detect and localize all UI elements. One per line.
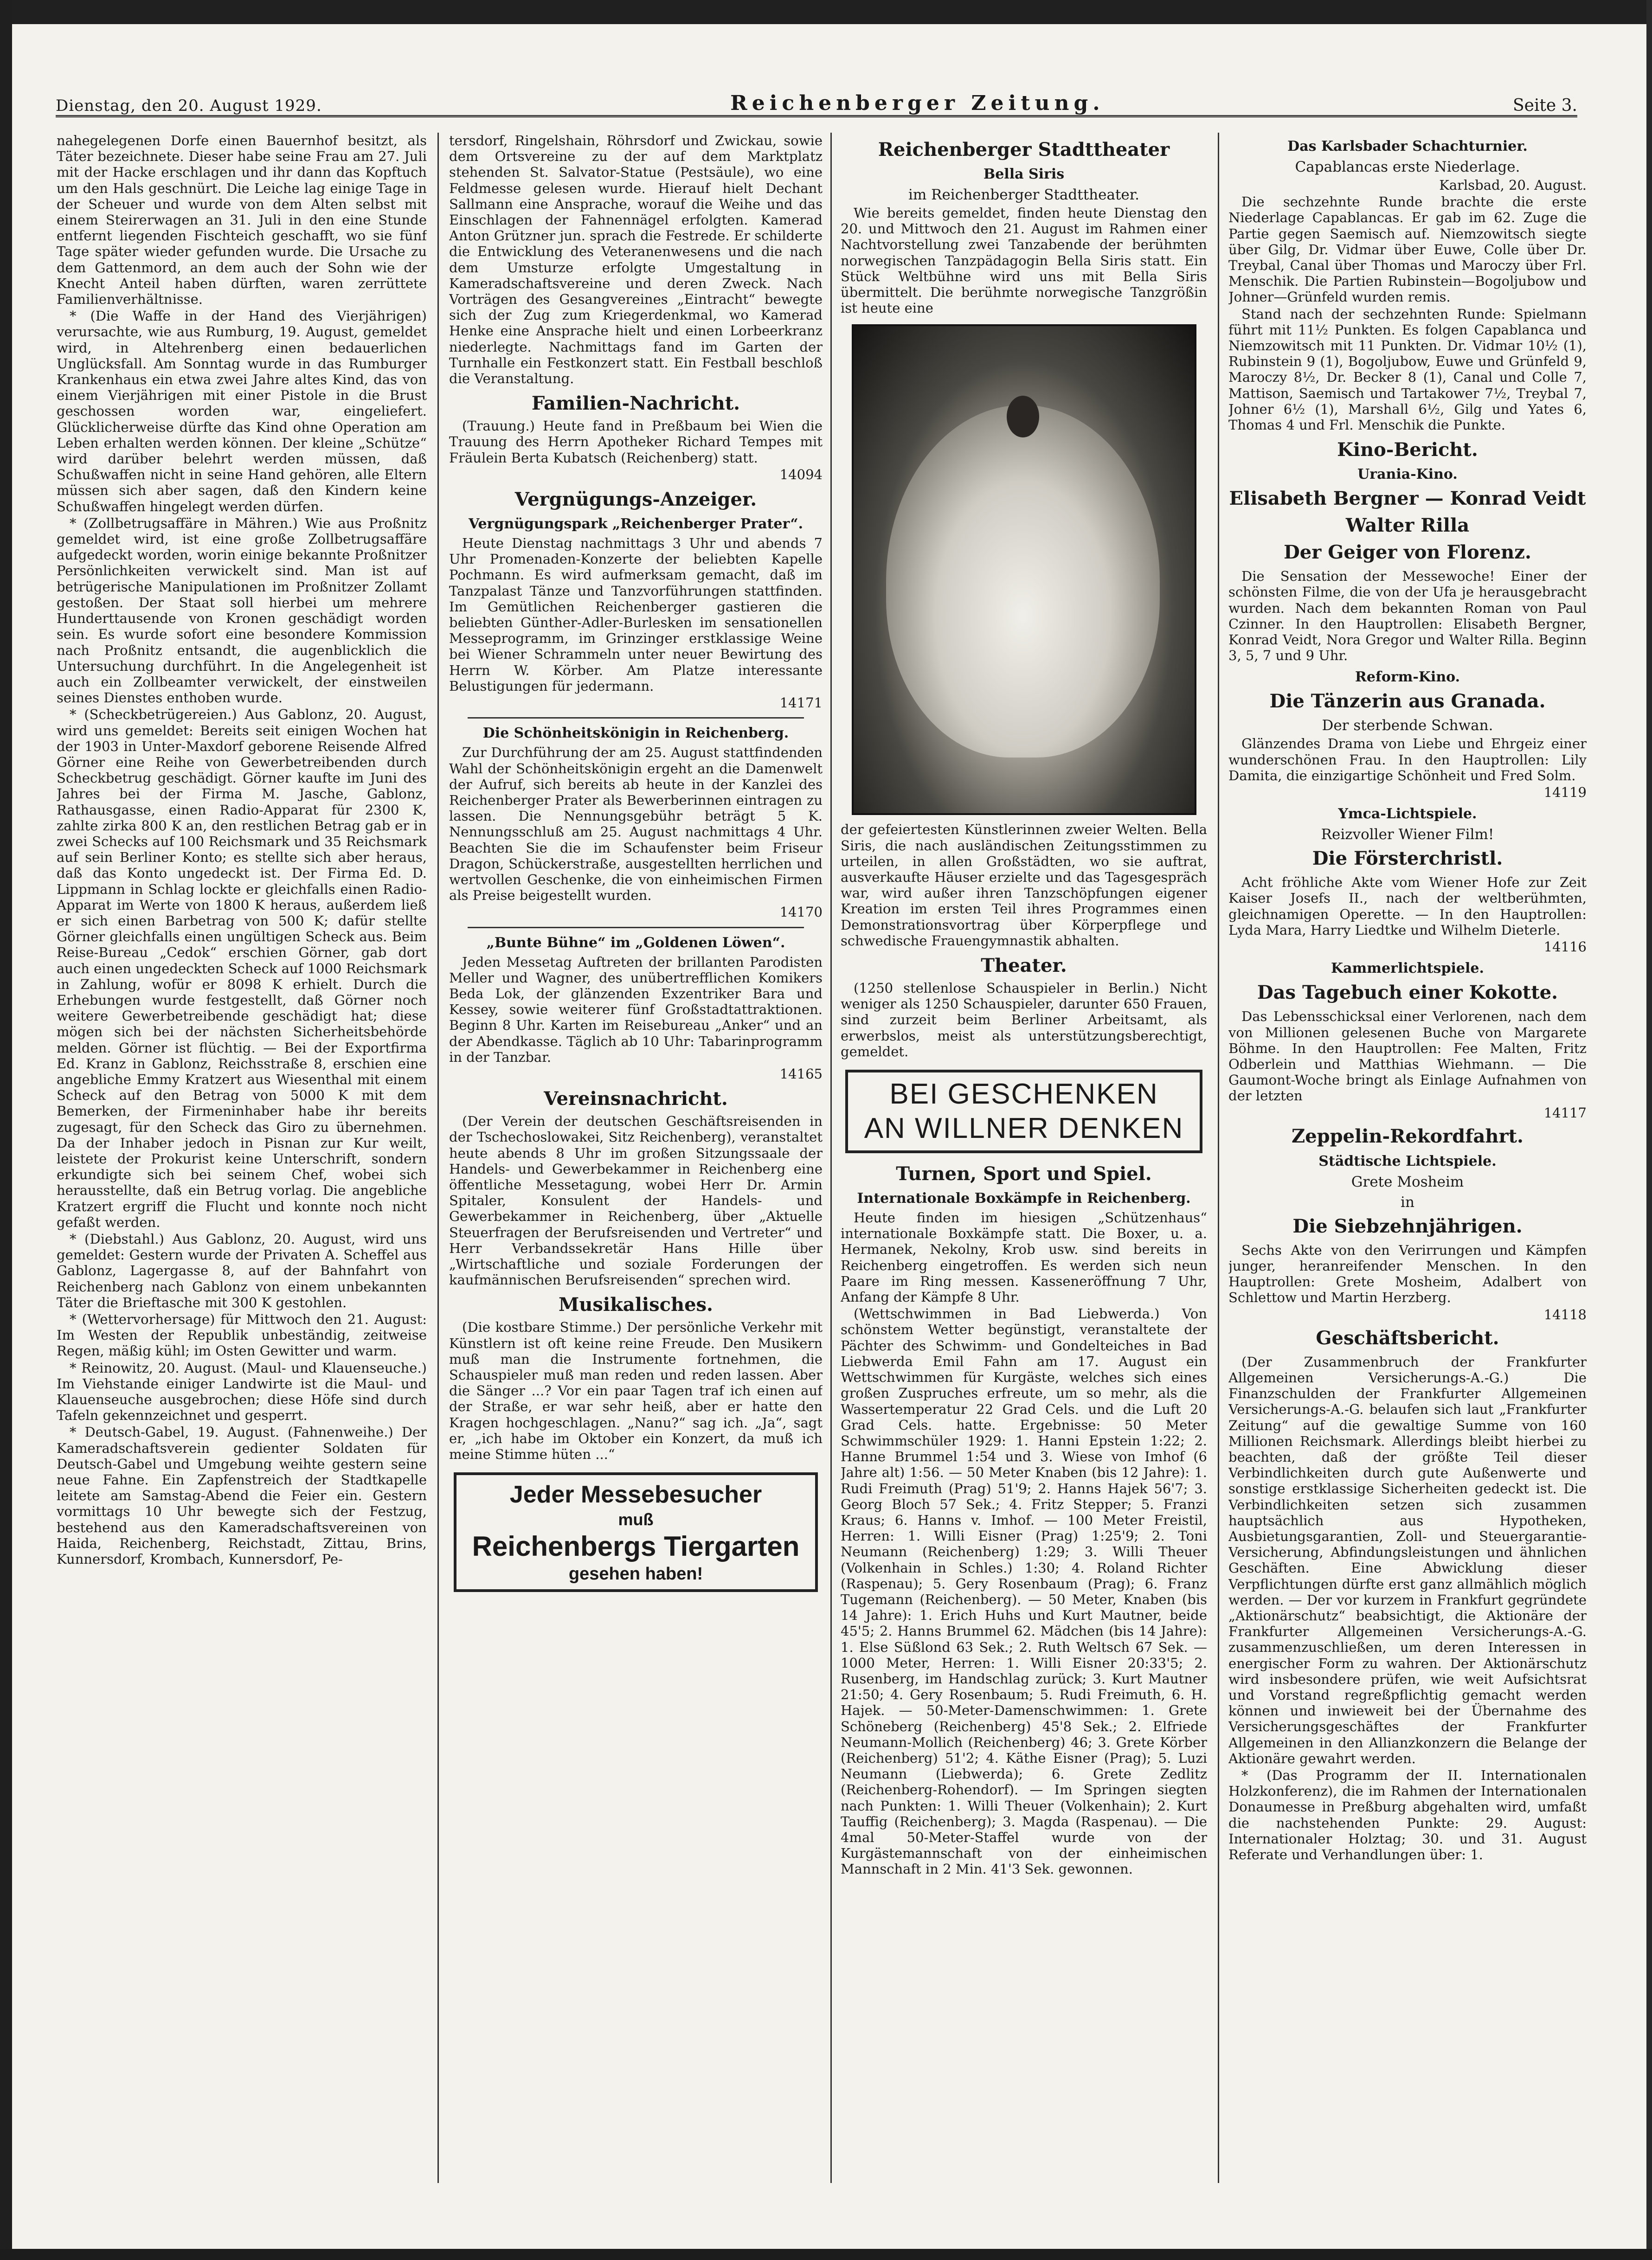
article-text: * Deutsch-Gabel, 19. August. (Fahnenweihe.) Der Kameradschaftsverein gedienter Soldaten für Deutsch-Gabel und Umgebung weihte gestern seine neue Fahne. Ein Zapfenstreich der Stadtkapelle leitete am Samstag-Abend die Feier ein. Gestern vormittags 10 Uhr bewegte sich der Festzug, bestehend aus den Kameradschaftsvereinen von Haida, Reichenberg, Reichstadt, Zittau, Brins, Kunnersdorf, Krombach, Kunnersdorf, Pe- [57, 1424, 427, 1567]
film-title: Das Tagebuch einer Kokotte. [1257, 982, 1558, 1004]
tiergarten-advertisement [454, 1472, 818, 1592]
section-heading: Das Karlsbader Schachturnier. [1287, 138, 1528, 154]
article-text: Glänzendes Drama von Liebe und Ehrgeiz einer wunderschönen Frau. In den Hauptrollen: Lily Damita, die einzigartige Schönheit und Fred Solm. [1228, 736, 1587, 783]
section-heading: Familien-Nachricht. [531, 392, 740, 415]
separator [468, 927, 804, 928]
connector-word: in [1401, 1194, 1414, 1211]
article-text: nahegelegenen Dorfe einen Bauernhof besitzt, als Täter bezeichnete. Dieser habe seine Frau am 27. Juli mit der Hacke erschlagen und ihr dann das Kopftuch um den Hals geschnürt. Die Leiche lag einige Tage in der Scheuer und wurde von dem Alten selbst mit einem Steirerwagen an 31. Juli in den eine Stunde entfernt liegenden Fischteich geschafft, wo sie fünf Tage später wieder gefunden wurde. Die Ursache zu dem Gattenmord, an dem auch der Sohn wie der Knecht Anteil haben dürften, waren zerrüttete Familienverhältnisse. [57, 133, 427, 308]
column-3 [841, 133, 1207, 2211]
article-text: Zur Durchführung der am 25. August stattfindenden Wahl der Schönheitskönigin ergeht an die Damenwelt der Aufruf, sich bereits ab heute in der Kanzlei des Reichenberger Prater als Bewerberinnen eintragen zu lassen. Die Nennungsgebühr beträgt 5 K. Nennungsschluß am 25. August nachmittags 4 Uhr. Beachten Sie die im Schaufenster beim Friseur Dragon, Schückerstraße, ausgestellten herrlichen und wertvollen Geschenke, die von einheimischen Firmen als Preise beigestellt wurden. [449, 745, 823, 904]
dancer-photo [852, 324, 1196, 815]
subsection-subheading: Der sterbende Schwan. [1322, 717, 1493, 734]
section-heading: Vereinsnachricht. [544, 1088, 728, 1110]
page-number: Seite 3. [1512, 96, 1577, 115]
column-rule [1218, 133, 1219, 2183]
article-text: tersdorf, Ringelshain, Röhrsdorf und Zwickau, sowie dem Ortsvereine zu der auf dem Marktplatz stehenden St. Salvator-Statue (Pestsäule), wo eine Feldmesse gelesen wurde. Hierauf hielt Dechant Sallmann eine Ansprache, worauf die Weihe und das Einschlagen der Fahnennägel erfolgten. Kamerad Anton Grützner jun. sprach die Festrede. Er schilderte die Entwicklung des Veteranenwesens und die nach dem Umsturze erfolgte Umgestaltung in Kameradschaftsvereine und deren Zweck. Nach Vorträgen des Gesangvereines „Eintracht“ bewegte sich der Zug zum Kriegerdenkmal, wo Kamerad Henke eine Ansprache hielt und einen Lorbeerkranz niederlegte. Nachmittags fand im Garten der Turnhalle ein Festkonzert statt. Ein Festball beschloß die Veranstaltung. [449, 133, 823, 387]
ad-line: AN WILLNER DENKEN [864, 1112, 1184, 1145]
ad-line: gesehen haben! [568, 1564, 703, 1584]
scan-edge-right [1646, 0, 1652, 2260]
article-text: (Der Zusammenbruch der Frankfurter Allgemeinen Versicherungs-A.-G.) Die Finanzschulden der Frankfurter Allgemeinen Versicherungs-A.-G. belaufen sich laut „Frankfurter Zeitung“ auf die gewaltige Summe von 160 Millionen Reichsmark. Allerdings bleibt hierbei zu beachten, daß der größte Teil dieser Verbindlichkeiten durch gute Außenwerte und sonstige erstklassige Sicherheiten gedeckt ist. Die Verbindlichkeiten setzen sich zusammen hauptsächlich aus Hypotheken, Ausbietungsgarantien, Zoll- und Steuergarantie-Versicherung, Abfindungsleistungen und ähnlichen Geschäften. Eine Abwicklung dieser Verpflichtungen dürfte erst ganz allmählich möglich werden. — Der vor kurzem in Frankfurt gegründete „Aktionärschutz“ beabsichtigt, die Aktionäre der Frankfurter Allgemeinen Versicherungs-A.-G. zusammenzuschließen, um deren Interessen in energischer Form zu wahren. Der Aktionärschutz wird insbesondere prüfen, wie weit Aufsichtsrat und Vorstand regreßpflichtig gemacht werden können und inwieweit bei der Übernahme des Versicherungsgeschäftes der Frankfurter Allgemeinen in den Allianzkonzern die Belange der Aktionäre gewahrt werden. [1228, 1354, 1587, 1766]
ad-number: 14116 [1543, 939, 1587, 955]
subsection-heading: Capablancas erste Niederlage. [1295, 159, 1520, 175]
article-text: Heute Dienstag nachmittags 3 Uhr und abends 7 Uhr Promenaden-Konzerte der beliebten Kapelle Pochmann. Es wird aufmerksam gemacht, daß im Tanzpalast Tänze und Tanzvorführungen stattfinden. Im Gemütlichen Reichenberger gastieren die beliebten Günther-Adler-Burlesken im sensationellen Messeprogramm, im Grinzinger erstklassige Weine bei Wiener Schrammeln unter neuer Bewirtung des Herrn W. Körber. Am Platze interessante Belustigungen für jedermann. [449, 535, 823, 694]
article-text: (1250 stellenlose Schauspieler in Berlin.) Nicht weniger als 1250 Schauspieler, darunter 650 Frauen, sind zurzeit beim Berliner Arbeitsamt, als erwerbslos, meist als unterstützungsberechtigt, gemeldet. [841, 980, 1207, 1059]
film-stars: Walter Rilla [1345, 514, 1470, 537]
scan-edge-left [0, 0, 12, 2260]
newspaper-title: Reichenberger Zeitung. [730, 91, 1105, 115]
subsection-heading: Kammerlichtspiele. [1331, 960, 1484, 977]
article-text: Die Sensation der Messewoche! Einer der schönsten Filme, die von der Ufa je herausgebracht wurden. Nach dem bekannten Roman von Paul Czinner. In den Hauptrollen: Elisabeth Bergner, Konrad Veidt, Nora Gregor und Walter Rilla. Beginn 3, 5, 7 und 9 Uhr. [1228, 568, 1587, 664]
article-text: Acht fröhliche Akte vom Wiener Hofe zur Zeit Kaiser Josefs II., nach der weltberühmten, gleichnamigen Operette. — In den Hauptrollen: Lyda Mara, Harry Liedtke und Wilhelm Dieterle. [1228, 874, 1587, 938]
film-title: Die Försterchristl. [1312, 848, 1503, 870]
column-4 [1228, 133, 1587, 2211]
article-text: * Reinowitz, 20. August. (Maul- und Klauenseuche.) Im Viehstande einiger Landwirte ist die Maul- und Klauenseuche ausgebrochen; diese Höfe sind durch Tafeln gekennzeichnet und gesperrt. [57, 1360, 427, 1424]
subsection-heading: Die Schönheitskönigin in Reichenberg. [482, 725, 789, 742]
film-stars: Elisabeth Bergner — Konrad Veidt [1229, 488, 1586, 510]
article-text: * (Scheckbetrügereien.) Aus Gablonz, 20. August, wird uns gemeldet: Bereits seit einigen Wochen hat der 1903 in Unter-Maxdorf geborene Reisende Alfred Görner eine Reihe von Gewerbetreibenden durch Scheckbetrug geschädigt. Görner kaufte im Juni des Jahres bei der Firma M. Jasche, Gablonz, Rathausgasse, einen Radio-Apparat für 2300 K, zahlte zirka 800 K an, den restlichen Betrag gab er in zwei Schecks auf 100 Reichsmark und 35 Reichsmark auf sein Berliner Konto; es stellte sich aber heraus, daß das Konto ungedeckt ist. Der Firma Ed. D. Lippmann in Schlag lockte er gleichfalls einen Radio-Apparat im Werte von 1800 K heraus, außerdem ließ er sich einen Barbetrag von 500 K; dafür stellte Görner gleichfalls einen ungültigen Scheck aus. Beim Reise-Bureau „Cedok“ erschien Görner, gab dort auch einen ungedeckten Scheck auf 1000 Reichsmark in Zahlung, wofür er 8098 K erhielt. Durch die Erhebungen wurde festgestellt, daß Görner noch weitere Gewerbetreibende geschädigt hat; diese mögen sich bei der nächsten Sicherheitsbehörde melden. Görner ist flüchtig. — Bei der Exportfirma Ed. Kranz in Gablonz, Reichsstraße 8, erschien eine angebliche Emmy Kratzert aus Wiesenthal mit einem Scheck auf den Betrag von 5000 K mit dem Bemerken, der Firmeninhaber habe ihr bereits zugesagt, für den Scheck das Giro zu übernehmen. Da der Inhaber jedoch in Pisnan zur Kur weilt, leistete der Prokurist keine Unterschrift, sondern erkundigte sich bei seinem Chef, wobei sich herausstellte, daß ein Betrug vorlag. Die angebliche Kratzert ergriff die Flucht und konnte noch nicht gefaßt werden. [57, 706, 427, 1230]
section-heading: Vergnügungs-Anzeiger. [514, 488, 757, 511]
film-title: Zeppelin-Rekordfahrt. [1292, 1125, 1523, 1147]
scan-edge-top [0, 0, 1652, 24]
column-rule [830, 133, 832, 2183]
film-star: Grete Mosheim [1351, 1173, 1464, 1190]
column-1 [57, 133, 427, 2211]
article-text: Stand nach der sechzehnten Runde: Spielmann führt mit 11½ Punkten. Es folgen Capablanca und Niemzowitsch mit 11 Punkten. Dr. Vidmar 10½ (1), Rubinstein 9 (1), Bogoljubow, Euwe und Grünfeld 9, Maroczy 8½, Dr. Becker 8 (1), Canal und Colle 7, Mattison, Saemisch und Tartakower 7½, Treybal 7, Johner 6½ (1), Marshall 6½, Gilg und Yates 6, Thomas 4 und Frl. Menschik die Punkte. [1228, 306, 1587, 433]
scan-edge-bottom [0, 2249, 1652, 2260]
article-text: Das Lebensschicksal einer Verlorenen, nach dem von Millionen gelesenen Buche von Margarete Böhme. In den Hauptrollen: Fee Malten, Fritz Odberlein und Matthias Wiehmann. — Die Gaumont-Woche bringt als Einlage Aufnahmen von der letzten [1228, 1008, 1587, 1104]
column-rule [437, 133, 439, 2183]
section-heading: Geschäftsbericht. [1316, 1327, 1499, 1349]
article-text: (Trauung.) Heute fand in Preßbaum bei Wien die Trauung des Herrn Apotheker Richard Tempes mit Fräulein Berta Kubatsch (Reichenberg) statt. [449, 418, 823, 466]
subsection-heading: Vergnügungspark „Reichenberger Prater“. [468, 516, 804, 533]
page-header [56, 83, 1577, 117]
ad-number: 14165 [779, 1066, 823, 1082]
article-text: (Wettschwimmen in Bad Liebwerda.) Von schönstem Wetter begünstigt, veranstaltete der Pächter des Schwimm- und Gondelteiches in Bad Liebwerda Emil Fahn am 17. August ein Wettschwimmen für Kurgäste, welches sich eines großen Zuspruches erfreute, um so mehr, als die Wassertemperatur 22 Grad Cels. und die Luft 20 Grad Cels. hatte. Ergebnisse: 50 Meter Schwimmschüler 1929: 1. Hanni Epstein 1:22; 2. Hanne Brummel 1:54 und 3. Wiese von Imhof (6 Jahre alt) 1:56. — 50 Meter Knaben (bis 12 Jahre): 1. Rudi Freimuth (Prag) 51'9; 2. Hanns Hajek 56'7; 3. Georg Bloch 57 Sek.; 4. Fritz Stepper; 5. Franzi Kraus; 6. Hanns v. Imhof. — 100 Meter Freistil, Herren: 1. Willi Eisner (Prag) 1:25'9; 2. Toni Neumann (Reichenberg) 1:29; 3. Willi Theuer (Volkenhain in Schles.) 1:30; 4. Roland Richter (Raspenau); 5. Gery Rosenbaum (Prag); 6. Franz Tugemann (Reichenberg). — 50 Meter, Knaben (bis 14 Jahre): 1. Erich Huhs und Kurt Mautner, beide 45'5; 2. Hanns Brummel 62. Mädchen (bis 14 Jahre): 1. Else Süßlond 63 Sek.; 2. Ruth Weltsch 67 Sek. — 1000 Meter, Herren: 1. Willi Eisner 20:33'5; 2. Rusenberg, im Handschlag zurück; 3. Kurt Mautner 21:50; 4. Gery Rosenbaum; 5. Rudi Freimuth, 6. H. Hajek. — 50-Meter-Damenschwimmen: 1. Grete Schöneberg (Reichenberg) 45'8 Sek.; 2. Elfriede Neumann-Mollich (Reichenberg) 46; 3. Grete Körber (Reichenberg) 51'2; 4. Käthe Eisner (Prag); 5. Luzi Neumann (Liebwerda); 6. Grete Zedlitz (Reichenberg-Rohendorf). — Im Springen siegten nach Punkten: 1. Willi Theuer (Volkenhain); 2. Kurt Tauffig (Reichenberg); 3. Magda (Raspenau). — Die 4mal 50-Meter-Staffel wurde von der Kurgästemannschaft von der einheimischen Mannschaft in 2 Min. 41'3 Sek. gewonnen. [841, 1306, 1207, 1877]
subsection-heading: Ymca-Lichtspiele. [1338, 806, 1477, 822]
article-text: * (Diebstahl.) Aus Gablonz, 20. August, wird uns gemeldet: Gestern wurde der Privaten A. Scheffel aus Gablonz, Lagergasse 8, auf der Bahnfahrt von Reichenberg nach Gablonz von einem unbekannten Täter die Brieftasche mit 300 K gestohlen. [57, 1231, 427, 1310]
subsection-heading: Urania-Kino. [1357, 466, 1458, 483]
section-heading: Turnen, Sport und Spiel. [896, 1163, 1152, 1185]
column-2 [449, 133, 823, 2211]
article-text: Die sechzehnte Runde brachte die erste Niederlage Capablancas. Er gab im 62. Zuge die Partie gegen Saemisch auf. Niemzowitsch siegte über Gilg, Dr. Vidmar über Euwe, Colle über Dr. Treybal, Canal über Thomas und Maroczy über Frl. Menschik. Die Partien Rubinstein—Bogoljubow und Johner—Grünfeld wurden remis. [1228, 194, 1587, 305]
article-text: Wie bereits gemeldet, finden heute Dienstag den 20. und Mittwoch den 21. August im Rahmen einer Nachtvorstellung zwei Tanzabende der berühmten norwegischen Tanzpädagogin Bella Siris statt. Ein Stück Weltbühne wird uns mit Bella Siris übermittelt. Die berühmte norwegische Tanzgrößin ist heute eine [841, 205, 1207, 316]
dateline: Karlsbad, 20. August. [1439, 177, 1587, 193]
ad-number: 14170 [779, 904, 823, 920]
article-text: Jeden Messetag Auftreten der brillanten Parodisten Meller und Wagner, des unübertrefflichen Komikers Beda Lok, der glänzenden Exzentriker Bara und Kessey, sowie weiterer fünf Großstadtattraktionen. Beginn 8 Uhr. Karten im Reisebureau „Anker“ und an der Abendkasse. Täglich ab 10 Uhr: Tabarinprogramm in der Tanzbar. [449, 954, 823, 1065]
ad-number: 14119 [1543, 784, 1587, 801]
section-heading: Theater. [981, 955, 1067, 977]
article-text: * (Wettervorhersage) für Mittwoch den 21. August: Im Westen der Republik unbeständig, zeitweise Regen, mäßig kühl; im Osten Gewitter und warm. [57, 1311, 427, 1359]
subsection-heading: Städtische Lichtspiele. [1318, 1153, 1497, 1169]
film-title: Die Siebzehnjährigen. [1292, 1215, 1523, 1237]
subsection-heading: „Bunte Bühne“ im „Goldenen Löwen“. [486, 934, 785, 951]
ad-line: Jeder Messebesucher [509, 1481, 762, 1509]
section-heading: Kino-Bericht. [1337, 439, 1478, 461]
subsection-heading: Bella Siris [983, 166, 1065, 182]
article-text: der gefeiertesten Künstlerinnen zweier Welten. Bella Siris, die nach ausländischen Zeitungsstimmen zu urteilen, in allen Großstädten, wo sie auftrat, ausverkaufte Häuser erzielte und das Tagesgespräch war, wird außer ihren Tanzschöpfungen eigener Kreation im ersten Teil ihres Programmes einen Demonstrationsvortrag über Körperpflege und schwedische Frauengymnastik abhalten. [841, 822, 1207, 949]
ad-number: 14117 [1543, 1104, 1587, 1121]
separator [468, 717, 804, 719]
ad-number: 14094 [779, 466, 823, 482]
article-text: * (Die Waffe in der Hand des Vierjährigen) verursachte, wie aus Rumburg, 19. August, gemeldet wird, in Altehrenberg einen bedauerlichen Unglücksfall. Am Sonntag wurde in das Rumburger Krankenhaus ein etwa zwei Jahre altes Kind, das von einem Vierjährigen mit einer Pistole in die Brust geschossen worden war, eingeliefert. Glücklicherweise dürfte das Kind ohne Operation am Leben erhalten werden können. Der kleine „Schütze“ wird darüber belehrt werden müssen, daß Schußwaffen nicht in seine Hand gehören, alle Eltern müssen sich aber sagen, daß den Kindern keine Schußwaffen hingelegt werden dürfen. [57, 308, 427, 514]
ad-number: 14118 [1543, 1306, 1587, 1323]
dancer-head [1007, 396, 1039, 437]
article-text: (Die kostbare Stimme.) Der persönliche Verkehr mit Künstlern ist oft keine reine Freude. Den Musikern muß man die Instrumente fortnehmen, die Schauspieler muß man reden und reden lassen. Aber die Sänger ...? Vor ein paar Tagen traf ich einen auf der Straße, er war sehr heiß, aber er hatte den Kragen hochgeschlagen. „Nanu?“ sag ich. „Ja“, sagt er, „ich habe im Oktober ein Konzert, da muß ich meine Stimme hüten ...“ [449, 1319, 823, 1463]
film-title: Die Tänzerin aus Granada. [1269, 690, 1546, 713]
dancer-dress [886, 405, 1160, 758]
subsection-heading: Internationale Boxkämpfe in Reichenberg. [857, 1190, 1191, 1207]
subsection-subheading: im Reichenberger Stadttheater. [908, 186, 1140, 203]
subsection-heading: Reform-Kino. [1355, 669, 1460, 686]
willner-advertisement [845, 1070, 1202, 1153]
section-heading: Reichenberger Stadttheater [878, 139, 1170, 161]
film-title: Der Geiger von Florenz. [1284, 541, 1531, 564]
subsection-subheading: Reizvoller Wiener Film! [1321, 826, 1494, 843]
ad-line: muß [618, 1510, 654, 1529]
ad-number: 14171 [779, 695, 823, 711]
article-text: * (Zollbetrugsaffäre in Mähren.) Wie aus Proßnitz gemeldet wird, ist eine große Zollbetrugsaffäre aufgedeckt worden, worin einige bekannte Proßnitzer Persönlichkeiten verwickelt sind. Man ist auf betrügerische Manipulationen im Proßnitzer Zollamt gestoßen. Der Staat soll hierbei um mehrere Hunderttausende von Kronen geschädigt worden sein. Es wurde sofort eine besondere Kommission nach Proßnitz entsandt, die augenblicklich die Untersuchung durchführt. In die Angelegenheit ist auch ein Zollbeamter verwickelt, der einstweilen seines Dienstes enthoben wurde. [57, 515, 427, 706]
article-text: Heute finden im hiesigen „Schützenhaus“ internationale Boxkämpfe statt. Die Boxer, u. a. Hermanek, Nekolny, Krob usw. sind bereits in Reichenberg eingetroffen. Es werden sich neun Paare im Ring messen. Kasseneröffnung 7 Uhr, Anfang der Kämpfe 8 Uhr. [841, 1210, 1207, 1305]
section-heading: Musikalisches. [559, 1294, 713, 1316]
ad-line: BEI GESCHENKEN [889, 1078, 1158, 1111]
header-date: Dienstag, den 20. August 1929. [56, 96, 322, 115]
article-text: Sechs Akte von den Verirrungen und Kämpfen junger, heranreifender Menschen. In den Hauptrollen: Grete Mosheim, Adalbert von Schlettow und Martin Herzberg. [1228, 1242, 1587, 1306]
ad-line: Reichenbergs Tiergarten [472, 1531, 800, 1562]
article-text: * (Das Programm der II. Internationalen Holzkonferenz), die im Rahmen der Internationalen Donaumesse in Preßburg abgehalten wird, umfaßt die nachstehenden Punkte: 29. August: Internationaler Holztag; 30. und 31. August Referate und Verhandlungen über: 1. [1228, 1767, 1587, 1863]
article-text: (Der Verein der deutschen Geschäftsreisenden in der Tschechoslowakei, Sitz Reichenberg), veranstaltet heute abends 8 Uhr im großen Sitzungssaale der Handels- und Gewerbekammer in Reichenberg eine öffentliche Messetagung, wobei Herr Dr. Armin Spitaler, Konsulent der Handels- und Gewerbekammer in Reichenberg, über „Aktuelle Steuerfragen der Berufsreisenden und Vertreter“ und Herr Verbandssekretär Hans Hille über „Wirtschaftliche und soziale Forderungen der kaufmännischen Berufsreisenden“ sprechen wird. [449, 1113, 823, 1288]
